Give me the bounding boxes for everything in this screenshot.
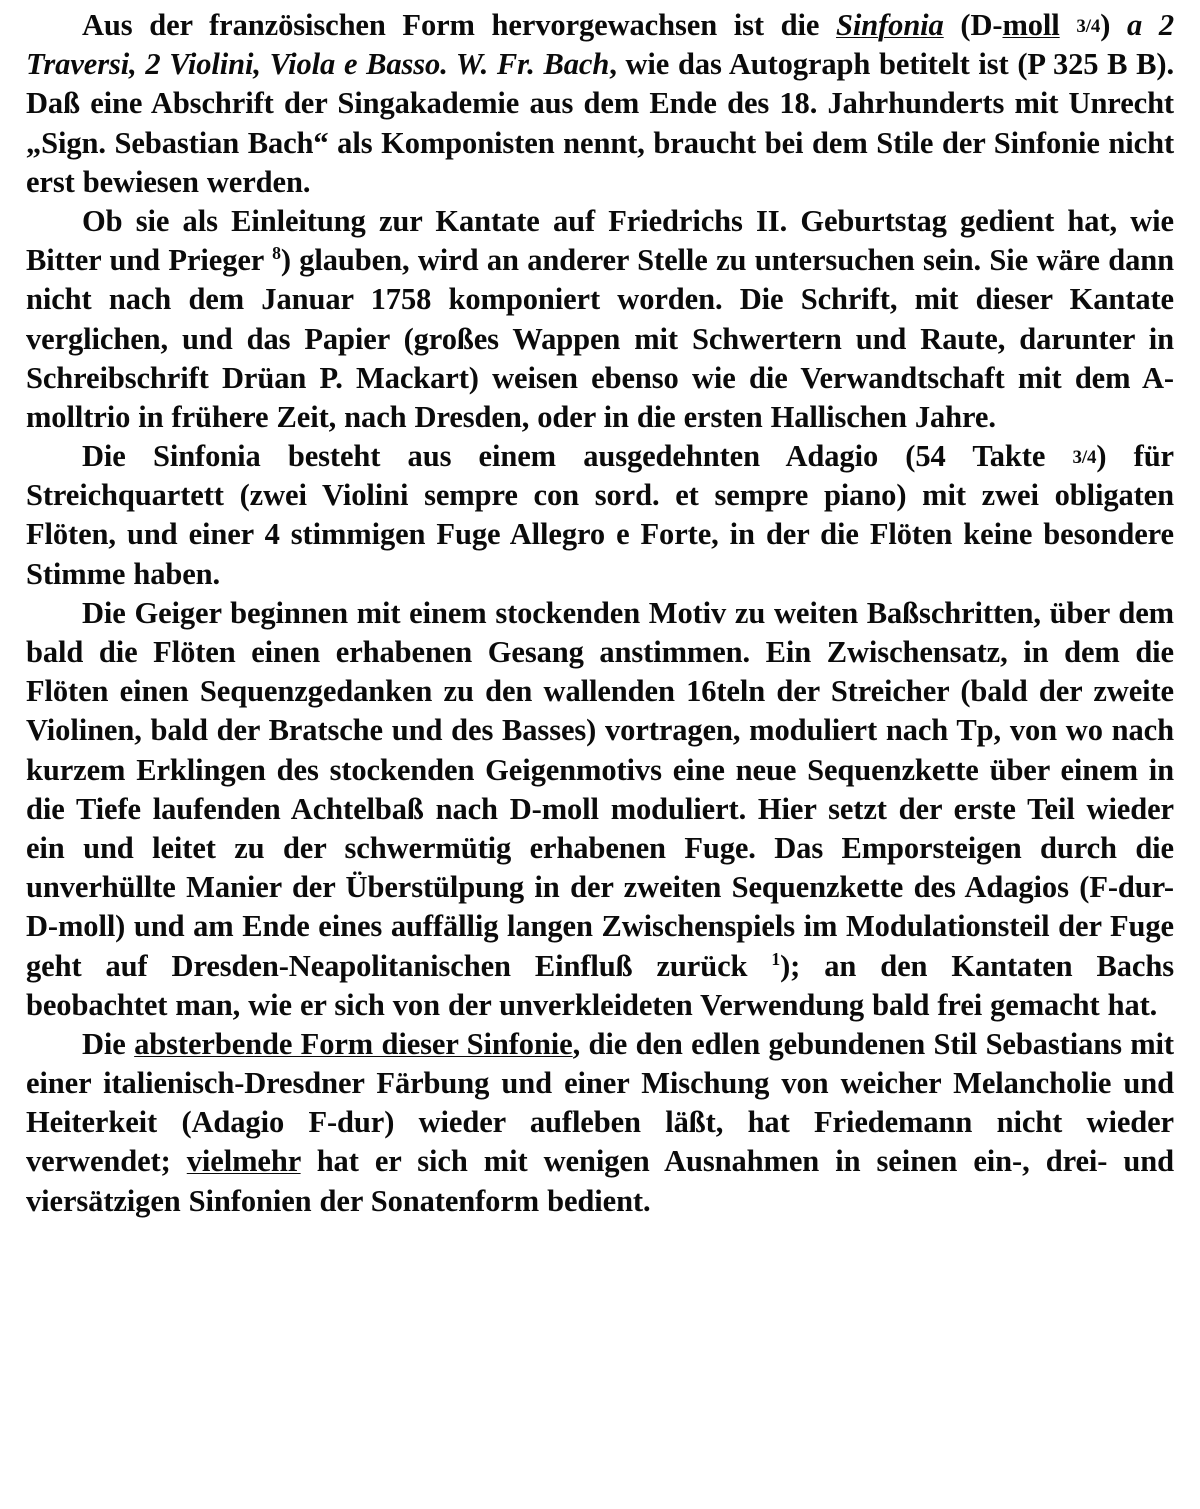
time-signature: 3/4 (1072, 447, 1097, 469)
text-run: ) (1100, 8, 1127, 42)
paragraph (26, 437, 1174, 594)
page-body-text (26, 6, 1174, 1221)
paragraph (26, 1025, 1174, 1221)
italic-text: a 2 Traversi, 2 Violini, Viola e Basso. W. Fr. Bach (26, 8, 1174, 82)
text-run: Ob sie als Einleitung zur Kantate auf Friedrichs II. Geburtstag gedient hat, wie Bitter und Prieger (26, 203, 1174, 278)
text-run: ) glauben, wird an anderer Stelle zu untersuchen sein. Sie wäre dann nicht nach dem Januar 1758 komponiert worden. Die Schrift, mit dieser Kantate verglichen, und das Papier (großes Wappen mit Schwertern und Raute, darunter in Schreibschrift Drüan P. Mackart) weisen ebenso wie die Verwandtschaft mit dem A-molltrio in frühere Zeit, nach Dresden, oder in die ersten Hallischen Jahre. (26, 243, 1174, 434)
text-run: , die den edlen gebundenen Stil Sebastians mit einer italienisch-Dresdner Färbung und einer Mischung von weicher Melancholie und Heiterkeit (Adagio F-dur) wieder aufleben läßt, hat Friedemann nicht wieder verwendet; (26, 1026, 1174, 1179)
text-run: Die (82, 1026, 135, 1061)
text-run: Die Geiger beginnen mit einem stockenden Motiv zu weiten Baßschritten, über dem bald die Flöten einen erhabenen Gesang anstimmen. Ein Zwischensatz, in dem die Flöten einen Sequenzgedanken zu den wallenden 16teln der Streicher (bald der zweite Violinen, bald der Bratsche und des Basses) vortragen, moduliert nach Tp, von wo nach kurzem Erklingen des stockenden Geigenmotivs eine neue Sequenzkette über einem in die Tiefe laufenden Achtelbaß nach D-moll moduliert. Hier setzt der erste Teil wieder ein und leitet zu der schwermütig erhabenen Fuge. Das Emporsteigen durch die unverhüllte Manier der Überstülpung in der zweiten Sequenzkette des Adagios (F-dur-D-moll) und am Ende eines auffällig langen Zwischenspiels im Modulationsteil der Fuge geht auf Dresden-Neapolitanischen Einfluß zurück (26, 595, 1174, 983)
underlined-text: absterbende Form dieser Sinfonie (134, 1026, 573, 1061)
text-run: (D- (943, 8, 1003, 42)
text-run: hat er sich mit wenigen Ausnahmen in seinen ein-, drei- und viersätzigen Sinfonien der Sonatenform bedient. (26, 1144, 1174, 1218)
time-signature: 3/4 (1076, 16, 1101, 38)
paragraph (26, 594, 1174, 1025)
text-run: ); an den Kantaten Bachs beobachtet man, wie er sich von der unverkleideten Verwendung bald frei gemacht hat. (26, 948, 1174, 1022)
text-run: Aus der französischen Form hervorgewachsen ist die (82, 8, 837, 42)
paragraph (26, 202, 1174, 437)
underlined-text: moll (1002, 8, 1060, 42)
paragraph (26, 6, 1174, 202)
text-run (1060, 8, 1077, 42)
italic-underlined-title: Sinfonia (836, 8, 944, 42)
footnote-marker: 1 (771, 948, 781, 969)
underlined-text: vielmehr (186, 1144, 301, 1179)
text-run: , wie das Autograph betitelt ist (P 325 B B). Daß eine Abschrift der Singakademie aus dem Ende des 18. Jahrhunderts mit Unrecht „Sign. Sebastian Bach“ als Komponisten nennt, braucht bei dem Stile der Sinfonie nicht erst bewiesen werden. (26, 47, 1174, 199)
footnote-marker: 8 (272, 242, 281, 263)
text-run: ) für Streichquartett (zwei Violini sempre con sord. et sempre piano) mit zwei obligaten Flöten, und einer 4 stimmigen Fuge Allegro e Forte, in der die Flöten keine besondere Stimme haben. (26, 439, 1174, 591)
text-run: Die Sinfonia besteht aus einem ausgedehnten Adagio (54 Takte (82, 439, 1073, 474)
